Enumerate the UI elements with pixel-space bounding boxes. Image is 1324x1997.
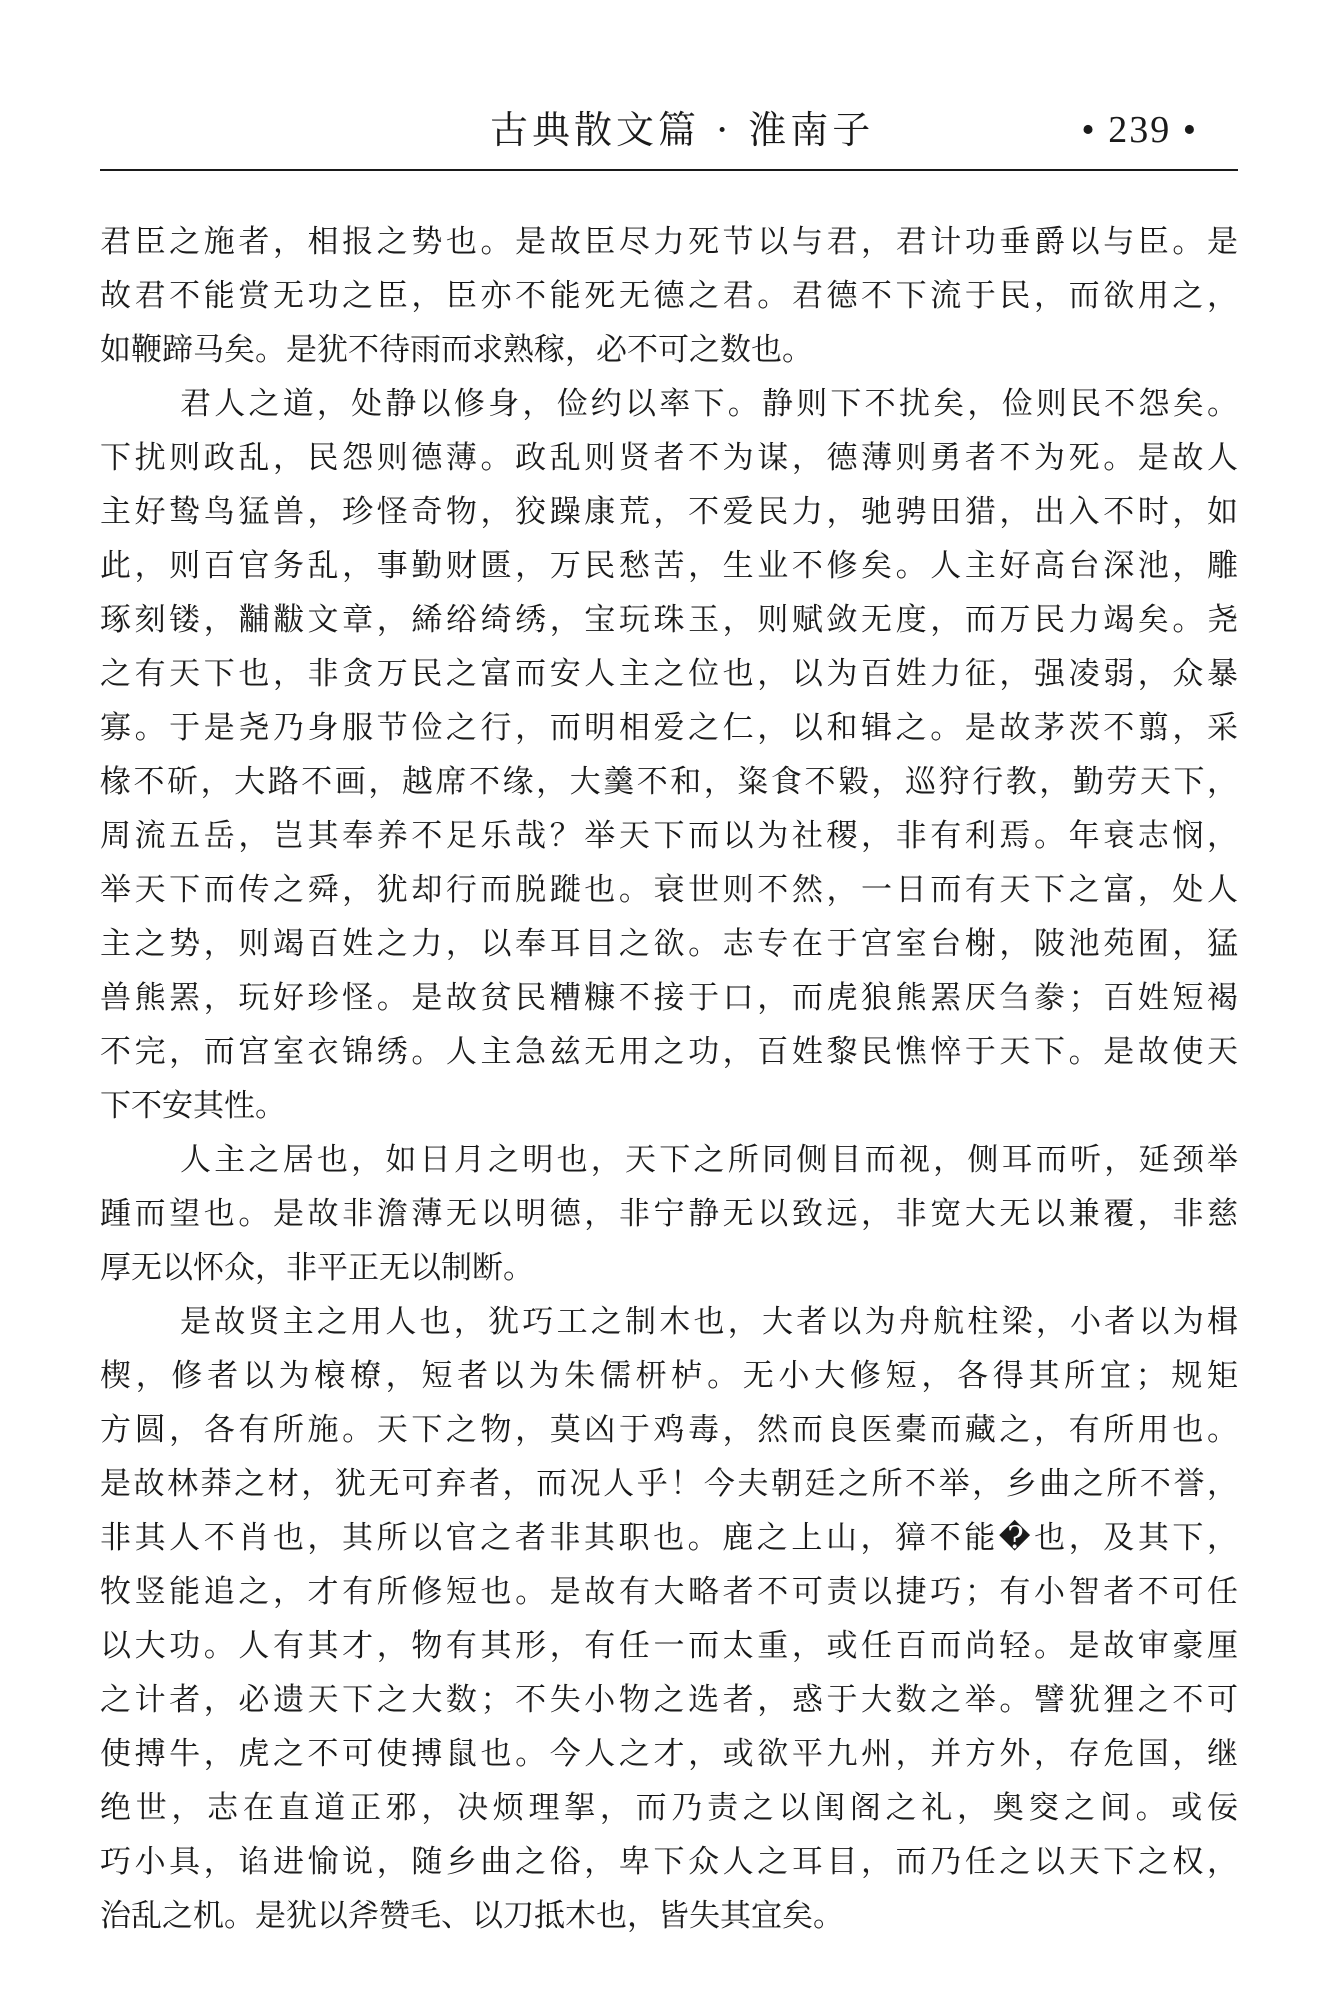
text-line: 君臣之施者，相报之势也。是故臣尽力死节以与君，君计功垂爵以与臣。是 <box>100 224 1238 260</box>
running-header <box>100 103 1238 171</box>
text-line: 主好鸷鸟猛兽，珍怪奇物，狡躁康荒，不爱民力，驰骋田猎，出入不时，如 <box>100 494 1238 530</box>
text-line: 绝世，志在直道正邪，决烦理挐，而乃责之以闺阁之礼，奥窔之间。或佞 <box>100 1790 1238 1826</box>
text-line: 周流五岳，岂其奉养不足乐哉？举天下而以为社稷，非有利焉。年衰志悯， <box>100 818 1238 854</box>
text-line: 下不安其性。 <box>100 1088 286 1124</box>
text-line: 寡。于是尧乃身服节俭之行，而明相爱之仁，以和辑之。是故茅茨不翦，采 <box>100 710 1238 746</box>
text-line: 此，则百官务乱，事勤财匮，万民愁苦，生业不修矣。人主好高台深池，雕 <box>100 548 1238 584</box>
text-line: 主之势，则竭百姓之力，以奉耳目之欲。志专在于宫室台榭，陂池苑囿，猛 <box>100 926 1238 962</box>
text-line: 巧小具，谄进愉说，随乡曲之俗，卑下众人之耳目，而乃任之以天下之权， <box>100 1844 1238 1880</box>
text-line: 治乱之机。是犹以斧赞毛、以刀抵木也，皆失其宜矣。 <box>100 1898 844 1934</box>
text-line: 方圆，各有所施。天下之物，莫凶于鸡毒，然而良医橐而藏之，有所用也。 <box>100 1412 1238 1448</box>
text-line: 故君不能赏无功之臣，臣亦不能死无德之君。君德不下流于民，而欲用之， <box>100 278 1238 314</box>
text-line: 人主之居也，如日月之明也，天下之所同侧目而视，侧耳而听，延颈举 <box>180 1142 1238 1178</box>
text-line: 厚无以怀众，非平正无以制断。 <box>100 1250 534 1286</box>
text-line: 以大功。人有其才，物有其形，有任一而太重，或任百而尚轻。是故审豪厘 <box>100 1628 1238 1664</box>
page-number: • 239 • <box>1081 109 1198 151</box>
text-line: 之有天下也，非贪万民之富而安人主之位也，以为百姓力征，强凌弱，众暴 <box>100 656 1238 692</box>
text-line: 之计者，必遗天下之大数；不失小物之选者，惑于大数之举。譬犹狸之不可 <box>100 1682 1238 1718</box>
text-line: 不完，而宫室衣锦绣。人主急兹无用之功，百姓黎民憔悴于天下。是故使天 <box>100 1034 1238 1070</box>
text-line: 楔，修者以为榱橑，短者以为朱儒枅栌。无小大修短，各得其所宜；规矩 <box>100 1358 1238 1394</box>
text-line: 下扰则政乱，民怨则德薄。政乱则贤者不为谋，德薄则勇者不为死。是故人 <box>100 440 1238 476</box>
text-line: 琢刻镂，黼黻文章，絺绤绮绣，宝玩珠玉，则赋敛无度，而万民力竭矣。尧 <box>100 602 1238 638</box>
text-line: 兽熊罴，玩好珍怪。是故贫民糟糠不接于口，而虎狼熊罴厌刍豢；百姓短褐 <box>100 980 1238 1016</box>
text-line: 君人之道，处静以修身，俭约以率下。静则下不扰矣，俭则民不怨矣。 <box>180 386 1238 422</box>
body-text <box>100 215 1238 1943</box>
running-title: 古典散文篇 · 淮南子 <box>490 108 875 152</box>
text-line: 如鞭蹄马矣。是犹不待雨而求熟稼，必不可之数也。 <box>100 332 813 368</box>
text-line: 举天下而传之舜，犹却行而脱蹝也。衰世则不然，一日而有天下之富，处人 <box>100 872 1238 908</box>
text-line: 非其人不肖也，其所以官之者非其职也。鹿之上山，獐不能�也，及其下， <box>100 1520 1238 1556</box>
text-line: 是故林莽之材，犹无可弃者，而况人乎！今夫朝廷之所不举，乡曲之所不誉， <box>100 1466 1238 1502</box>
text-line: 椽不斫，大路不画，越席不缘，大羹不和，粢食不毇，巡狩行教，勤劳天下， <box>100 764 1238 800</box>
text-line: 踵而望也。是故非澹薄无以明德，非宁静无以致远，非宽大无以兼覆，非慈 <box>100 1196 1238 1232</box>
text-line: 是故贤主之用人也，犹巧工之制木也，大者以为舟航柱梁，小者以为楫 <box>180 1304 1238 1340</box>
text-line: 牧竖能追之，才有所修短也。是故有大略者不可责以捷巧；有小智者不可任 <box>100 1574 1238 1610</box>
text-line: 使搏牛，虎之不可使搏鼠也。今人之才，或欲平九州，并方外，存危国，继 <box>100 1736 1238 1772</box>
